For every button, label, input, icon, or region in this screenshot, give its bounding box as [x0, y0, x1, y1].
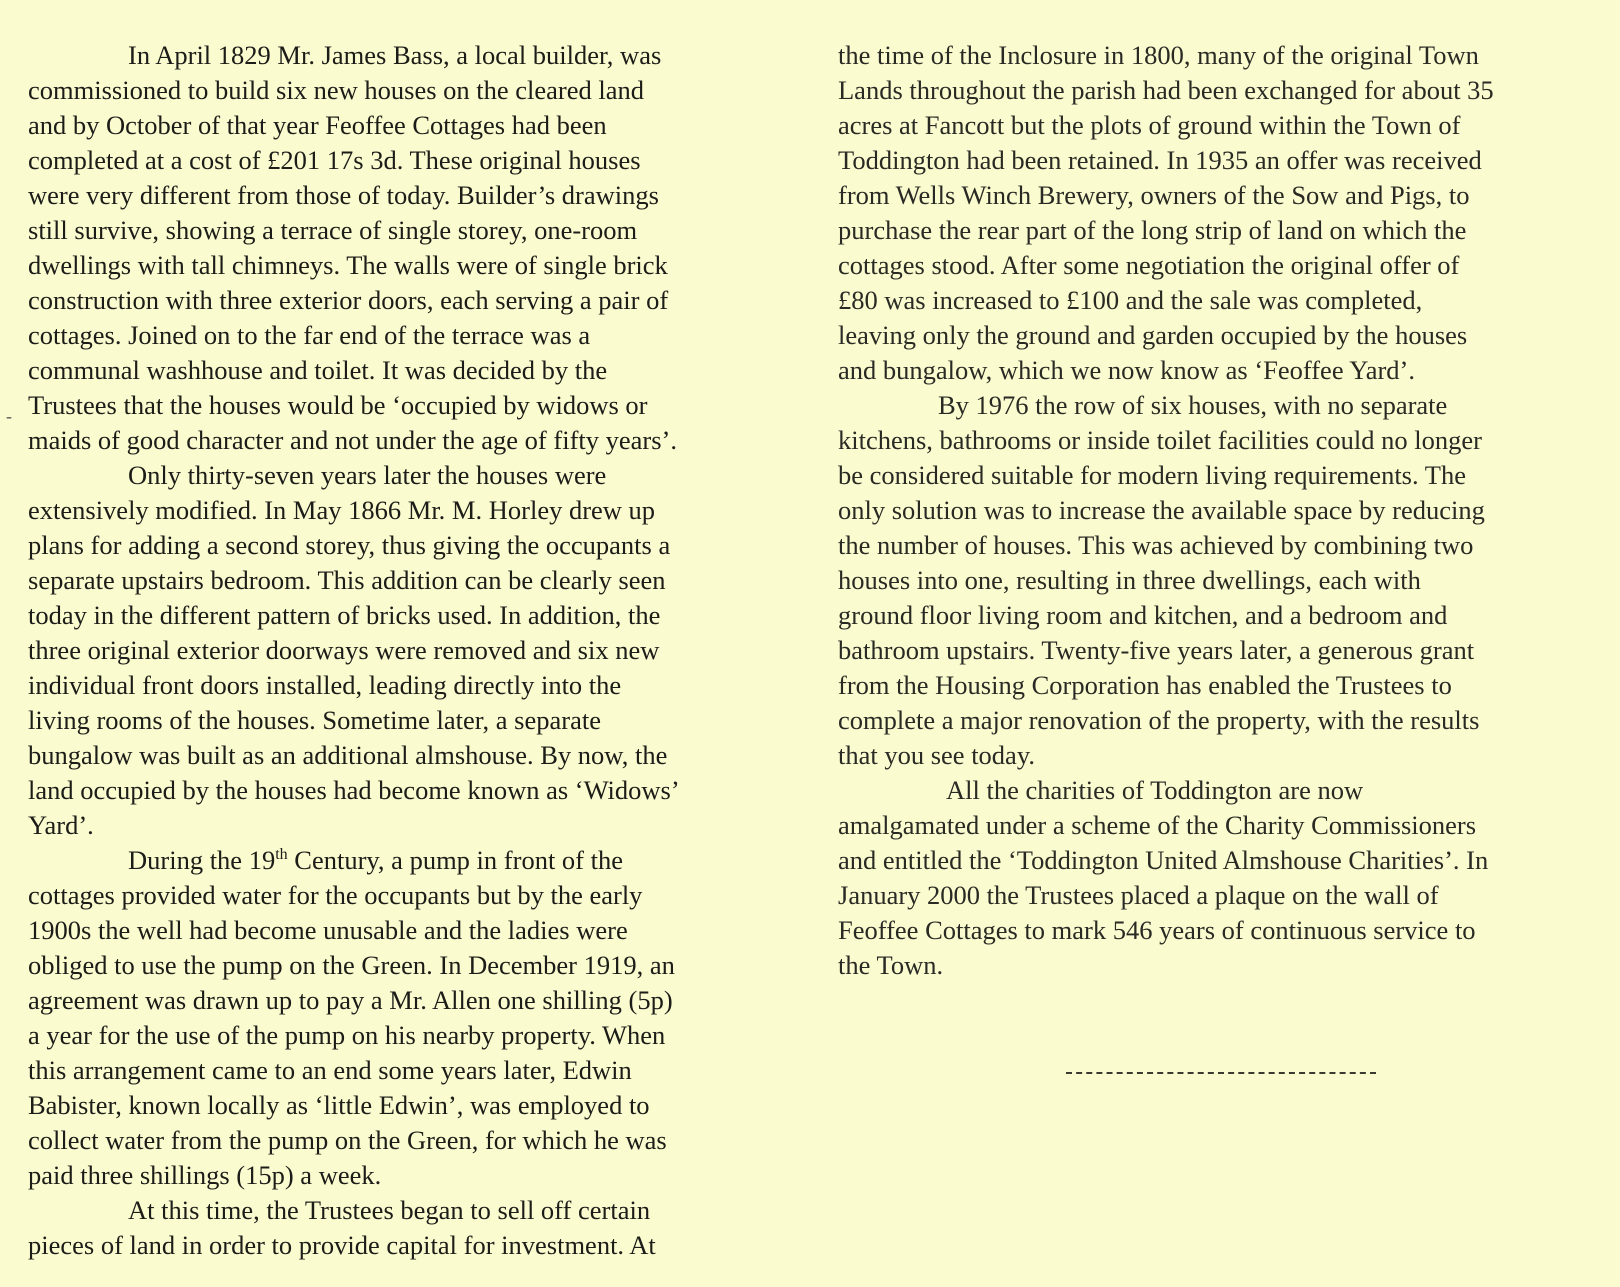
text-line: acres at Fancott but the plots of ground within the Town of [838, 110, 1461, 140]
text-fragment: During the 19 [128, 845, 276, 875]
text-line: from the Housing Corporation has enabled the Trustees to [838, 670, 1452, 700]
text-line: houses into one, resulting in three dwellings, each with [838, 565, 1421, 595]
text-line: land occupied by the houses had become known as ‘Widows’ [28, 775, 680, 805]
text-line: the time of the Inclosure in 1800, many of the original Town [838, 40, 1479, 70]
text-line [28, 843, 788, 878]
text-line: All the charities of Toddington are now [946, 775, 1364, 805]
text-fragment: Century, a pump in front of the [287, 845, 624, 875]
text-line: and bungalow, which we now know as ‘Feoffee Yard’. [838, 355, 1415, 385]
text-line: construction with three exterior doors, each serving a pair of [28, 285, 669, 315]
text-line: By 1976 the row of six houses, with no separate [938, 390, 1448, 420]
superscript: th [275, 846, 288, 864]
text-line: communal washhouse and toilet. It was decided by the [28, 355, 608, 385]
paragraph-5 [838, 38, 1590, 388]
text-line: and by October of that year Feoffee Cottages had been [28, 110, 607, 140]
text-line: 1900s the well had become unusable and the ladies were [28, 915, 628, 945]
text-line: Toddington had been retained. In 1935 an offer was received [838, 145, 1482, 175]
text-line: bathroom upstairs. Twenty-five years later, a generous grant [838, 635, 1475, 665]
text-line: £80 was increased to £100 and the sale was completed, [838, 285, 1423, 315]
text-line: the Town. [838, 950, 944, 980]
text-line: Trustees that the houses would be ‘occupied by widows or [28, 390, 648, 420]
text-line: maids of good character and not under the age of fifty years’. [28, 425, 677, 455]
text-line: three original exterior doorways were removed and six new [28, 635, 660, 665]
text-line: dwellings with tall chimneys. The walls were of single brick [28, 250, 668, 280]
text-line: separate upstairs bedroom. This addition can be clearly seen [28, 565, 666, 595]
text-line: In April 1829 Mr. James Bass, a local builder, was [128, 40, 662, 70]
text-line: Babister, known locally as ‘little Edwin’, was employed to [28, 1090, 650, 1120]
text-line: At this time, the Trustees began to sell off certain [128, 1195, 651, 1225]
paragraph-4 [28, 1193, 788, 1263]
text-line: completed at a cost of £201 17s 3d. These original houses [28, 145, 641, 175]
paragraph-2 [28, 458, 788, 843]
text-line: paid three shillings (15p) a week. [28, 1160, 382, 1190]
text-line: cottages stood. After some negotiation the original offer of [838, 250, 1460, 280]
text-line: were very different from those of today. Builder’s drawings [28, 180, 659, 210]
text-line: living rooms of the houses. Sometime later, a separate [28, 705, 601, 735]
text-line: this arrangement came to an end some years later, Edwin [28, 1055, 632, 1085]
text-line: today in the different pattern of bricks used. In addition, the [28, 600, 661, 630]
text-line: bungalow was built as an additional almshouse. By now, the [28, 740, 668, 770]
text-line: extensively modified. In May 1866 Mr. M. Horley drew up [28, 495, 656, 525]
text-line: pieces of land in order to provide capital for investment. At [28, 1230, 656, 1260]
text-line: ground floor living room and kitchen, and a bedroom and [838, 600, 1448, 630]
text-line: purchase the rear part of the long strip of land on which the [838, 215, 1467, 245]
paragraph-3 [28, 843, 788, 1193]
text-line: individual front doors installed, leading directly into the [28, 670, 622, 700]
text-line: from Wells Winch Brewery, owners of the Sow and Pigs, to [838, 180, 1470, 210]
text-line: Lands throughout the parish had been exchanged for about 35 [838, 75, 1494, 105]
text-line: commissioned to build six new houses on the cleared land [28, 75, 645, 105]
text-line: be considered suitable for modern living requirements. The [838, 460, 1466, 490]
text-line: Only thirty-seven years later the houses were [128, 460, 607, 490]
paragraph-7 [838, 773, 1590, 983]
text-line: still survive, showing a terrace of single storey, one-room [28, 215, 638, 245]
text-line: complete a major renovation of the property, with the results [838, 705, 1480, 735]
text-line: January 2000 the Trustees placed a plaque on the wall of [838, 880, 1439, 910]
text-line: a year for the use of the pump on his nearby property. When [28, 1020, 666, 1050]
text-line: collect water from the pump on the Green, for which he was [28, 1125, 667, 1155]
text-line: the number of houses. This was achieved by combining two [838, 530, 1474, 560]
text-line: Yard’. [28, 810, 94, 840]
left-column [28, 38, 788, 1263]
paragraph-6 [838, 388, 1590, 773]
text-line: that you see today. [838, 740, 1035, 770]
text-line: kitchens, bathrooms or inside toilet facilities could no longer [838, 425, 1482, 455]
text-line: and entitled the ‘Toddington United Almshouse Charities’. In [838, 845, 1489, 875]
margin-mark: - [6, 406, 12, 426]
text-line: agreement was drawn up to pay a Mr. Allen one shilling (5p) [28, 985, 673, 1015]
text-line: plans for adding a second storey, thus giving the occupants a [28, 530, 671, 560]
text-line: Feoffee Cottages to mark 546 years of continuous service to [838, 915, 1476, 945]
end-dashed-rule [1066, 1072, 1376, 1074]
text-line: only solution was to increase the available space by reducing [838, 495, 1485, 525]
right-column [838, 38, 1590, 983]
text-line: cottages provided water for the occupants but by the early [28, 880, 643, 910]
text-line: leaving only the ground and garden occupied by the houses [838, 320, 1468, 350]
text-line: amalgamated under a scheme of the Charity Commissioners [838, 810, 1477, 840]
text-line: obliged to use the pump on the Green. In December 1919, an [28, 950, 675, 980]
paragraph-1 [28, 38, 788, 458]
text-line: cottages. Joined on to the far end of the terrace was a [28, 320, 591, 350]
